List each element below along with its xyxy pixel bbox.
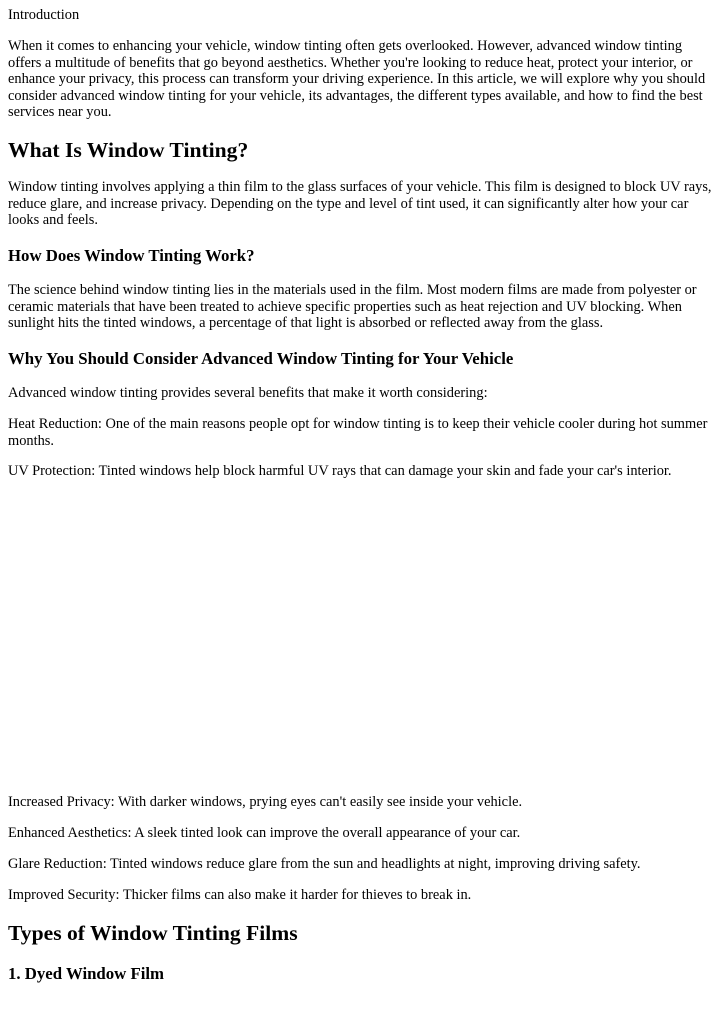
benefit-uv-protection: UV Protection: Tinted windows help block harmful UV rays that can damage your skin and fade your car's interior. [8, 463, 672, 479]
why-consider-heading: Why You Should Consider Advanced Window Tinting for Your Vehicle [8, 349, 514, 368]
types-heading: Types of Window Tinting Films [8, 921, 298, 945]
why-consider-lead: Advanced window tinting provides several benefits that make it worth considering: [8, 385, 488, 401]
benefit-enhanced-aesthetics: Enhanced Aesthetics: A sleek tinted look can improve the overall appearance of your car. [8, 825, 521, 841]
benefit-heat-reduction: Heat Reduction: One of the main reasons people opt for window tinting is to keep their vehicle cooler during hot summer months. [8, 416, 708, 449]
benefit-increased-privacy: Increased Privacy: With darker windows, prying eyes can't easily see inside your vehicle. [8, 794, 523, 810]
intro-paragraph: When it comes to enhancing your vehicle, window tinting often gets overlooked. However, advanced window tinting offers a multitude of benefits that go beyond aesthetics. Whether you're looking to reduce heat, protect your interior, or enhance your privacy, this process can transform your driving experience. In this article, we will explore why you should consider advanced window tinting for your vehicle, its advantages, the different types available, and how to find the best services near you. [8, 38, 706, 120]
how-works-heading: How Does Window Tinting Work? [8, 246, 255, 265]
benefit-glare-reduction: Glare Reduction: Tinted windows reduce glare from the sun and headlights at night, improving driving safety. [8, 856, 641, 872]
what-is-heading: What Is Window Tinting? [8, 138, 249, 162]
intro-label: Introduction [8, 7, 80, 23]
what-is-paragraph: Window tinting involves applying a thin film to the glass surfaces of your vehicle. This film is designed to block UV rays, reduce glare, and increase privacy. Depending on the type and level of tint used, it can significantly alter how your car looks and feels. [8, 179, 712, 228]
how-works-paragraph: The science behind window tinting lies in the materials used in the film. Most modern films are made from polyester or ceramic materials that have been treated to achieve specific properties such as heat rejection and UV blocking. When sunlight hits the tinted windows, a percentage of that light is absorbed or reflected away from the glass. [8, 282, 697, 331]
benefit-improved-security: Improved Security: Thicker films can also make it harder for thieves to break in. [8, 887, 472, 903]
dyed-film-subheading: 1. Dyed Window Film [8, 964, 165, 983]
